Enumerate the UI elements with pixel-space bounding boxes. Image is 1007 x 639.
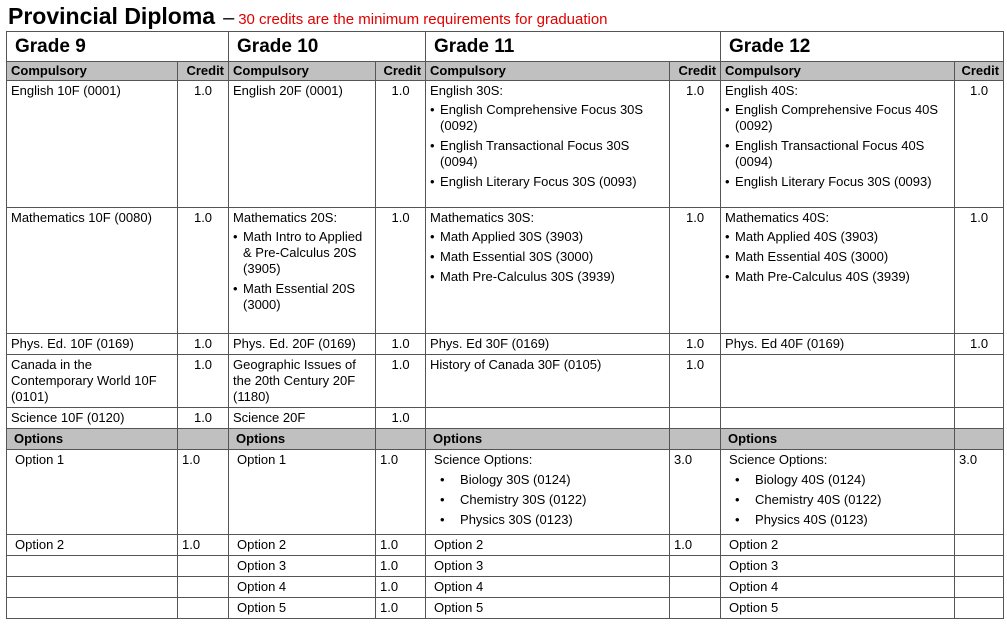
option-credit: 1.0 [178, 535, 229, 556]
credit-header: Credit [178, 62, 229, 81]
course-name: Canada in the Contemporary World 10F (0101) [7, 355, 178, 408]
grade-heading: Grade 11 [426, 32, 721, 62]
science-options-cell [721, 450, 955, 535]
empty-cell [178, 556, 229, 577]
empty-cell [7, 556, 178, 577]
grade-heading: Grade 9 [7, 32, 229, 62]
list-item: • Chemistry 30S (0122) [460, 492, 665, 508]
list-item: • Math Applied 30S (3903) [440, 229, 665, 245]
empty-header-cell [178, 429, 229, 450]
empty-cell [721, 408, 955, 429]
list-item: • Math Pre-Calculus 30S (3939) [440, 269, 665, 285]
option-name: Option 3 [426, 556, 670, 577]
option-credit: 1.0 [376, 450, 426, 535]
empty-cell [670, 556, 721, 577]
option-row-4 [7, 577, 1004, 598]
course-cell [426, 208, 670, 334]
empty-cell [955, 355, 1004, 408]
course-credit: 1.0 [670, 334, 721, 355]
course-name: English 20F (0001) [229, 81, 376, 208]
credit-header: Credit [376, 62, 426, 81]
course-credit: 1.0 [178, 208, 229, 334]
empty-header-cell [670, 429, 721, 450]
course-name: Phys. Ed 40F (0169) [721, 334, 955, 355]
empty-cell [955, 408, 1004, 429]
list-item: • Math Pre-Calculus 40S (3939) [735, 269, 950, 285]
list-item: • Math Applied 40S (3903) [735, 229, 950, 245]
empty-cell [670, 598, 721, 619]
option-credit: 1.0 [376, 535, 426, 556]
empty-cell [7, 577, 178, 598]
list-item: • English Comprehensive Focus 30S (0092) [440, 102, 665, 134]
science-row [7, 408, 1004, 429]
grade-row [7, 32, 1004, 62]
course-option-list [725, 229, 950, 285]
science-option-list [729, 472, 950, 528]
empty-cell [955, 577, 1004, 598]
course-cell [229, 208, 376, 334]
course-credit: 1.0 [955, 208, 1004, 334]
diploma-requirements-table [6, 31, 1004, 619]
empty-cell [670, 408, 721, 429]
course-credit: 1.0 [178, 334, 229, 355]
options-header: Options [7, 429, 178, 450]
option-credit: 3.0 [955, 450, 1004, 535]
list-item: • Chemistry 40S (0122) [755, 492, 950, 508]
course-name: Mathematics 40S: [725, 210, 830, 225]
course-cell [721, 208, 955, 334]
list-item: • English Transactional Focus 30S (0094) [440, 138, 665, 170]
option-credit: 3.0 [670, 450, 721, 535]
option-name: Option 2 [426, 535, 670, 556]
list-item: • Math Essential 20S (3000) [243, 281, 371, 313]
credit-header: Credit [670, 62, 721, 81]
page-header [8, 3, 608, 30]
course-name: English 40S: [725, 83, 799, 98]
course-credit: 1.0 [376, 408, 426, 429]
empty-cell [178, 598, 229, 619]
options-header: Options [721, 429, 955, 450]
course-name: Geographic Issues of the 20th Century 20F (1180) [229, 355, 376, 408]
option-credit: 1.0 [376, 556, 426, 577]
option-name: Science Options: [434, 452, 533, 467]
option-name: Option 3 [229, 556, 376, 577]
empty-header-cell [955, 429, 1004, 450]
list-item: • Physics 40S (0123) [755, 512, 950, 528]
science-option-list [434, 472, 665, 528]
option-name: Option 4 [426, 577, 670, 598]
option-credit: 1.0 [670, 535, 721, 556]
course-credit: 1.0 [376, 355, 426, 408]
phys-ed-row [7, 334, 1004, 355]
science-options-cell [426, 450, 670, 535]
course-name: Phys. Ed 30F (0169) [426, 334, 670, 355]
option-credit: 1.0 [178, 450, 229, 535]
list-item: • English Transactional Focus 40S (0094) [735, 138, 950, 170]
course-cell [721, 81, 955, 208]
social-studies-row [7, 355, 1004, 408]
course-name: Science 10F (0120) [7, 408, 178, 429]
course-credit: 1.0 [376, 334, 426, 355]
list-item: • Physics 30S (0123) [460, 512, 665, 528]
course-credit: 1.0 [670, 355, 721, 408]
list-item: • Math Essential 30S (3000) [440, 249, 665, 265]
course-option-list [430, 229, 665, 285]
page-subtitle: 30 credits are the minimum requirements for graduation [238, 11, 608, 28]
list-item: • Biology 30S (0124) [460, 472, 665, 488]
course-name: Phys. Ed. 20F (0169) [229, 334, 376, 355]
option-name: Option 3 [721, 556, 955, 577]
empty-cell [670, 577, 721, 598]
math-row [7, 208, 1004, 334]
option-name: Option 2 [721, 535, 955, 556]
option-name: Option 5 [721, 598, 955, 619]
course-name: Science 20F [229, 408, 376, 429]
course-credit: 1.0 [955, 334, 1004, 355]
english-row [7, 81, 1004, 208]
option-name: Option 5 [426, 598, 670, 619]
option-name: Science Options: [729, 452, 828, 467]
option-name: Option 1 [229, 450, 376, 535]
list-item: • English Literary Focus 30S (0093) [440, 174, 665, 190]
course-option-list [233, 229, 371, 313]
option-name: Option 5 [229, 598, 376, 619]
course-option-list [430, 102, 665, 190]
course-credit: 1.0 [178, 408, 229, 429]
course-credit: 1.0 [178, 355, 229, 408]
option-row-2 [7, 535, 1004, 556]
option-row-5 [7, 598, 1004, 619]
option-name: Option 2 [7, 535, 178, 556]
options-header: Options [426, 429, 670, 450]
course-name: Mathematics 30S: [430, 210, 535, 225]
course-credit: 1.0 [670, 208, 721, 334]
compulsory-header-row [7, 62, 1004, 81]
compulsory-header: Compulsory [229, 62, 376, 81]
grade-heading: Grade 12 [721, 32, 1004, 62]
empty-header-cell [376, 429, 426, 450]
compulsory-header: Compulsory [426, 62, 670, 81]
empty-cell [426, 408, 670, 429]
empty-cell [721, 355, 955, 408]
course-credit: 1.0 [376, 208, 426, 334]
option-row-1 [7, 450, 1004, 535]
compulsory-header: Compulsory [721, 62, 955, 81]
credit-header: Credit [955, 62, 1004, 81]
compulsory-header: Compulsory [7, 62, 178, 81]
option-name: Option 1 [7, 450, 178, 535]
course-name: English 10F (0001) [7, 81, 178, 208]
page-title: Provincial Diploma [8, 3, 216, 29]
list-item: • English Comprehensive Focus 40S (0092) [735, 102, 950, 134]
empty-cell [955, 556, 1004, 577]
grade-heading: Grade 10 [229, 32, 426, 62]
course-credit: 1.0 [376, 81, 426, 208]
empty-cell [955, 598, 1004, 619]
course-name: Mathematics 10F (0080) [7, 208, 178, 334]
course-credit: 1.0 [178, 81, 229, 208]
course-credit: 1.0 [955, 81, 1004, 208]
course-credit: 1.0 [670, 81, 721, 208]
course-cell [426, 81, 670, 208]
option-name: Option 4 [229, 577, 376, 598]
course-name: Phys. Ed. 10F (0169) [7, 334, 178, 355]
empty-cell [7, 598, 178, 619]
option-credit: 1.0 [376, 598, 426, 619]
list-item: • Biology 40S (0124) [755, 472, 950, 488]
option-name: Option 4 [721, 577, 955, 598]
title-dash: – [223, 7, 235, 29]
option-credit: 1.0 [376, 577, 426, 598]
options-header-row [7, 429, 1004, 450]
option-name: Option 2 [229, 535, 376, 556]
empty-cell [178, 577, 229, 598]
list-item: • English Literary Focus 30S (0093) [735, 174, 950, 190]
course-name: English 30S: [430, 83, 504, 98]
course-name: History of Canada 30F (0105) [426, 355, 670, 408]
empty-cell [955, 535, 1004, 556]
course-name: Mathematics 20S: [233, 210, 338, 225]
list-item: • Math Intro to Applied & Pre-Calculus 20S (3905) [243, 229, 371, 277]
course-option-list [725, 102, 950, 190]
option-row-3 [7, 556, 1004, 577]
list-item: • Math Essential 40S (3000) [735, 249, 950, 265]
options-header: Options [229, 429, 376, 450]
